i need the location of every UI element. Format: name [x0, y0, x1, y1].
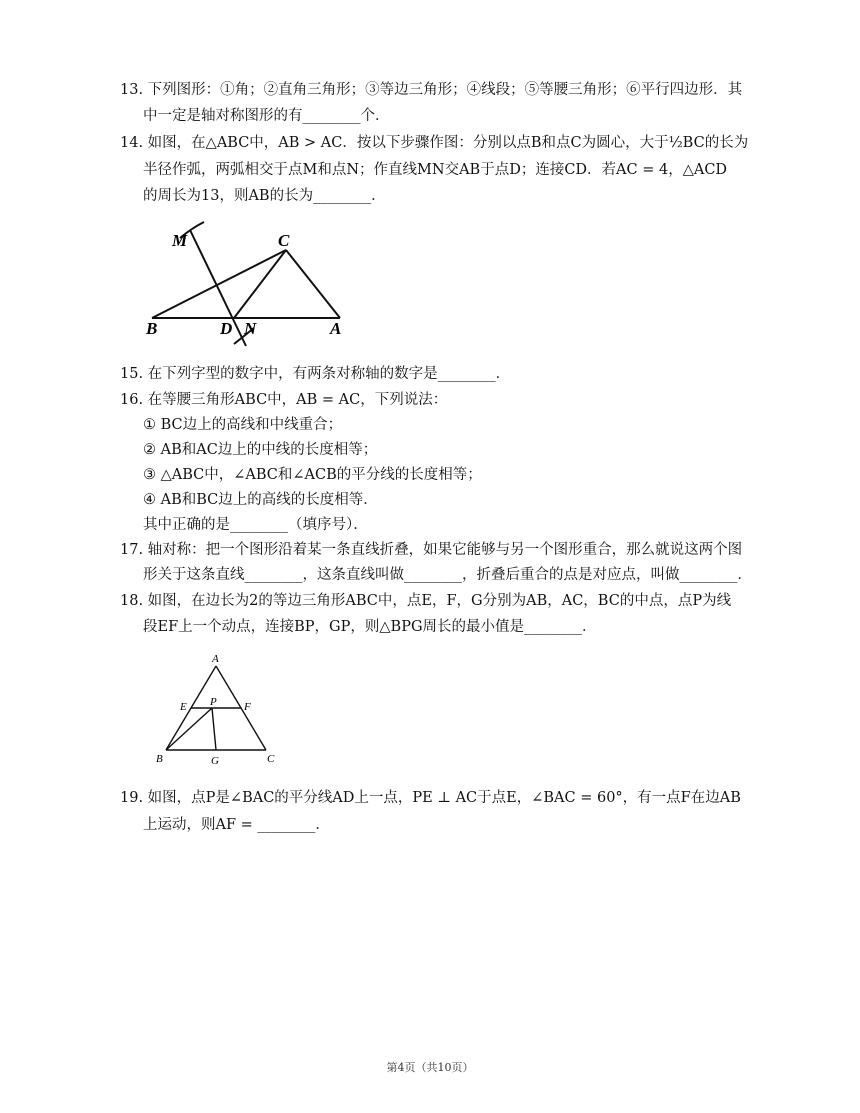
segment-ca	[286, 250, 340, 318]
label-a: A	[330, 319, 342, 338]
segment-bp	[166, 708, 212, 750]
label-n: N	[244, 319, 257, 338]
q19-line-2: 上运动，则AF = ________．	[143, 817, 330, 833]
q14-figure	[140, 218, 360, 358]
label-b: B	[146, 319, 158, 338]
label-b: B	[156, 753, 163, 765]
line-mn	[190, 230, 246, 346]
segment-gp	[212, 708, 216, 750]
segment-cd	[234, 250, 286, 318]
label-e: E	[180, 701, 187, 713]
q16-line-1: 16. 在等腰三角形ABC中，AB = AC，下列说法：	[120, 392, 448, 408]
q16-option-3: ③ △ABC中，∠ABC和∠ACB的平分线的长度相等；	[143, 467, 482, 483]
page-footer: 第4页（共10页）	[386, 1061, 474, 1074]
segment-bc	[152, 250, 286, 318]
label-d: D	[220, 319, 233, 338]
label-p: P	[210, 696, 217, 708]
q14-line-3: 的周长为13，则AB的长为________．	[143, 188, 386, 204]
label-c: C	[278, 231, 290, 250]
label-g: G	[211, 755, 219, 767]
label-f: F	[244, 701, 251, 713]
q18-line-1: 18. 如图，在边长为2的等边三角形ABC中，点E，F，G分别为AB，AC，BC的中点，点P为线	[120, 593, 732, 609]
q15-line-1: 15. 在下列字型的数字中，有两条对称轴的数字是________．	[120, 366, 511, 382]
label-c: C	[267, 753, 275, 765]
q16-option-2: ② AB和AC边上的中线的长度相等；	[143, 442, 378, 458]
q16-option-4: ④ AB和BC边上的高线的长度相等．	[143, 492, 378, 508]
q16-tail: 其中正确的是________（填序号）．	[143, 517, 368, 533]
q14-line-1: 14. 如图，在△ABC中，AB > AC．按以下步骤作图：分别以点B和点C为圆心，大于½BC的长为	[120, 135, 749, 151]
label-m: M	[172, 231, 188, 250]
label-a: A	[212, 653, 219, 665]
q14-line-2: 半径作弧，两弧相交于点M和点N；作直线MN交AB于点D；连接CD．若AC = 4，△ACD	[143, 162, 728, 178]
q17-line-1: 17. 轴对称：把一个图形沿着某一条直线折叠，如果它能够与另一个图形重合，那么就说这两个图	[120, 542, 743, 558]
q13-line-2: 中一定是轴对称图形的有________个．	[143, 108, 390, 124]
q18-line-2: 段EF上一个动点，连接BP，GP，则△BPG周长的最小值是________．	[143, 619, 597, 635]
q18-figure	[150, 650, 290, 770]
q16-option-1: ① BC边上的高线和中线重合；	[143, 417, 343, 433]
q13-line-1: 13. 下列图形：①角；②直角三角形；③等边三角形；④线段；⑤等腰三角形；⑥平行四边形．其	[120, 82, 743, 98]
q19-line-1: 19. 如图，点P是∠BAC的平分线AD上一点，PE ⊥ AC于点E，∠BAC = 60°，有一点F在边AB	[120, 790, 741, 806]
q17-line-2: 形关于这条直线________，这条直线叫做________，折叠后重合的点是对应点，叫做________．	[143, 567, 752, 583]
